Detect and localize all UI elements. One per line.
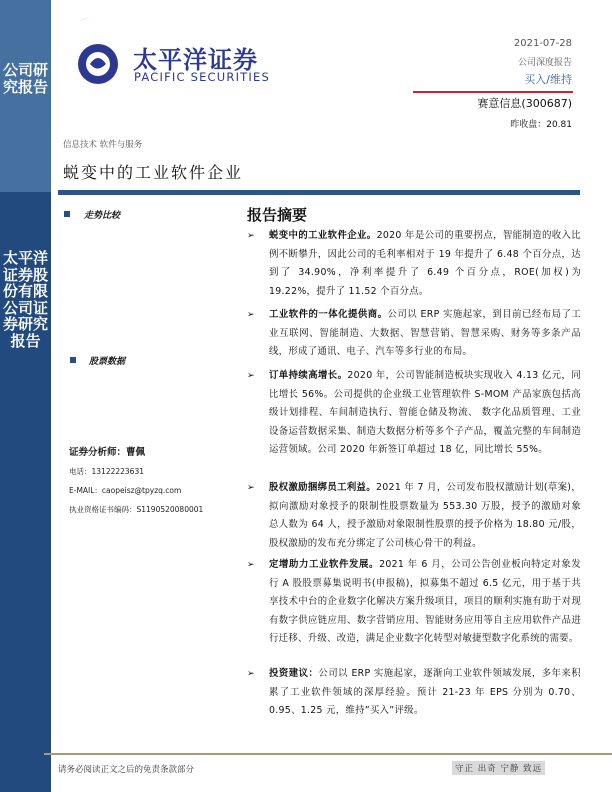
stock-data-heading: 股票数据 [89,357,126,367]
footer-divider [44,753,612,755]
bullet-square-icon [70,357,76,363]
trend-heading: 走势比较 [84,211,121,221]
summary-item [247,367,581,460]
industry: 信息技术 软件与服务 [63,140,143,150]
pacific-securities-logo-icon [62,14,120,102]
rating-underline [413,91,573,93]
summary-item-text: 2020 年是公司的重要拐点，智能制造的收入比例不断攀升，因此公司的毛利率相对于 19 年提升了 6.48 个百分点，达到了 34.90%，净利率提升了 6.49 个百分点，ROE(加权)为 19.22%，提升了 11.52 个百分点。 [269,230,581,297]
previous-close: 昨收盘：20.81 [510,120,572,130]
summary-item-head: 工业软件的一体化提供商。 [269,309,388,320]
report-date: 2021-07-28 [513,38,572,49]
rating: 买入/维持 [524,73,572,86]
bullet-square-icon [64,211,70,217]
sidebar-bottom-label: 太平洋证券股份有限公司证券研究报告 [2,249,48,350]
summary-item-text: 公司以 ERP 实施起家，逐渐向工业软件领域发展，多年来积累了工业软件领域的深厚经验。预计 21-23 年 EPS 分别为 0.70、0.95、1.25 元，维持”买入”评级。 [269,668,581,717]
summary-item-text: 2021 年 6 月，公司公告创业板向特定对象发行 A 股股票募集说明书(申报稿)，拟募集不超过 6.5 亿元，用于基于共享技术中台的企业数字化解决方案升级项目，项目的顺利实施有助于对现有数字供应链应用、数字营销应用、智能财务应用等自主应用软件产品进行迁移、升级、改造，满足企业数字化转型对敏捷型数字化系统的需要。 [269,559,581,645]
summary-item [247,227,581,301]
summary-item-head: 定增助力工业软件发展。 [269,559,380,570]
summary-item [247,556,581,649]
summary-item-head: 投资建议： [269,668,319,679]
summary-item-text: 2021 年 7 月，公司发布股权激励计划(草案)，拟向激励对象授予的限制性股票数量为 553.30 万股，授予的激励对象总人数为 64 人，授予激励对象限制性股票的授予价格为 18.80 元/股，股权激励的发布充分绑定了公司核心骨干的利益。 [269,482,581,549]
footer-disclaimer: 请务必阅读正文之后的免责条款部分 [58,765,195,775]
summary-item-head: 订单持续高增长。 [269,370,348,381]
report-type: 公司深度报告 [517,58,572,68]
arrow-bullet-icon: ➢ [247,483,255,493]
summary-item [247,665,581,721]
analyst-license: 执业资格证书编码：S1190520080001 [69,505,204,514]
analyst-email: E-MAIL：caopeisz@tpyzq.com [69,486,182,495]
summary-title: 报告摘要 [247,206,308,224]
summary-item-text: 2020 年，公司智能制造板块实现收入 4.13 亿元，同比增长 56%。公司提供的企业级工业管理软件 S-MOM 产品家族包括高级计划排程、车间制造执行、智能仓储及物流、 数字化品质管理、工业设备运营数据采集、制造大数据分析等多个子产品，覆盖完整的车间制造运营领域。公司 2020 年新签订单超过 18 亿，同比增长 55%。 [269,370,582,456]
footer-motto: 守正 出奇 宁静 致远 [452,761,545,775]
arrow-bullet-icon: ➢ [247,560,255,570]
summary-item-text: 公司以 ERP 实施起家，到目前已经布局了工业互联网、智能制造、大数据、智慧营销、智慧采购、财务等多条产品线，形成了通讯、电子、汽车等多行业的布局。 [269,309,581,358]
arrow-bullet-icon: ➢ [247,231,255,241]
sidebar-top-label: 公司研究报告 [2,61,48,96]
company-name: 赛意信息(300687) [477,97,572,110]
arrow-bullet-icon: ➢ [247,669,255,679]
arrow-bullet-icon: ➢ [247,310,255,320]
sidebar-top [0,0,51,192]
summary-item [247,306,581,362]
analyst-name: 证券分析师：曹佩 [69,447,146,458]
arrow-bullet-icon: ➢ [247,371,255,381]
summary-item-head: 蜕变中的工业软件企业。 [269,230,377,241]
analyst-phone: 电话：13122223631 [69,467,144,476]
brand-name-cn: 太平洋证券 [133,46,258,74]
summary-item [247,479,581,553]
summary-item-head: 股权激励捆绑员工利益。 [269,482,377,493]
report-title: 蜕变中的工业软件企业 [63,163,244,182]
brand-name-en: PACIFIC SECURITIES [134,70,270,84]
title-divider [58,190,580,195]
